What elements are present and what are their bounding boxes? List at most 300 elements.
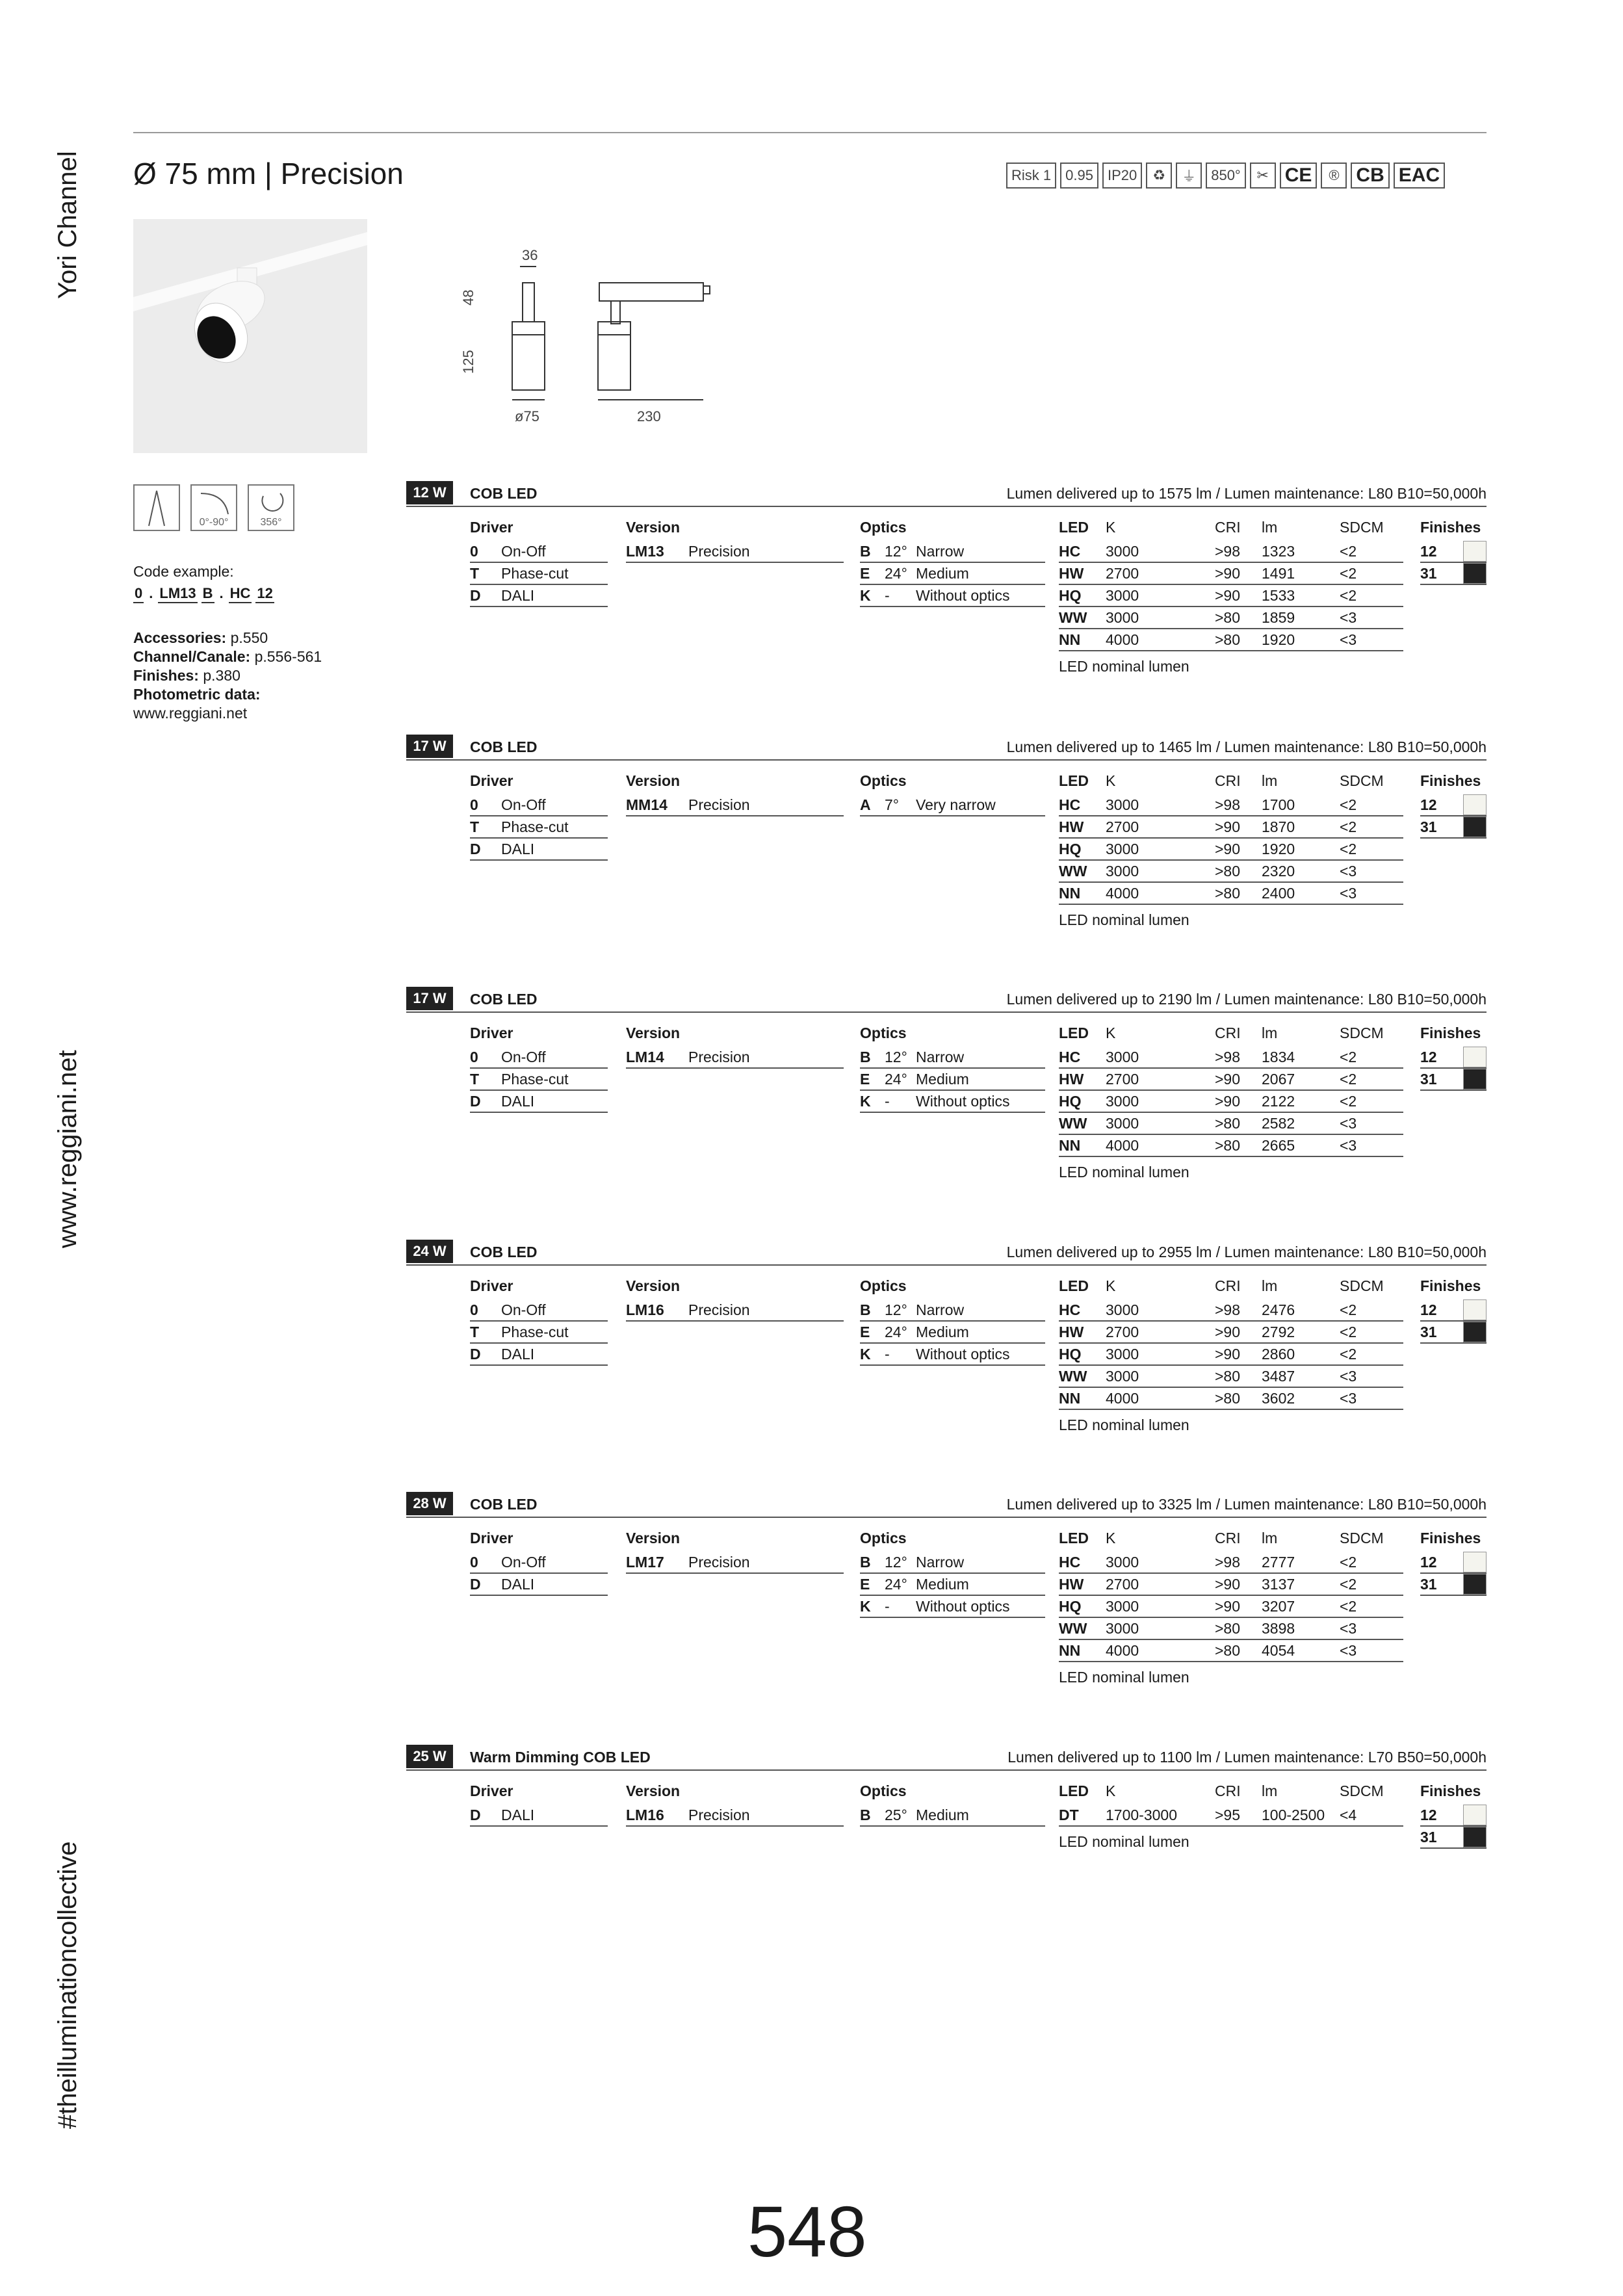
led-cell: 3000 bbox=[1106, 1092, 1139, 1110]
optics-row bbox=[860, 541, 1045, 563]
finish-swatch bbox=[1463, 1805, 1487, 1825]
led-col-header: LED bbox=[1059, 1277, 1089, 1294]
led-cell: 2122 bbox=[1262, 1092, 1295, 1110]
optics-code: B bbox=[860, 542, 871, 560]
driver-row bbox=[470, 1299, 608, 1322]
led-cell: 1834 bbox=[1262, 1048, 1295, 1065]
led-col-header: K bbox=[1106, 1277, 1116, 1294]
optics-code: B bbox=[860, 1553, 871, 1571]
driver-header: Driver bbox=[470, 1782, 513, 1799]
led-cell: 4000 bbox=[1106, 1641, 1139, 1659]
finishes-header: Finishes bbox=[1420, 1277, 1481, 1294]
led-header bbox=[1059, 772, 1403, 794]
driver-row bbox=[470, 839, 608, 861]
optics-code: E bbox=[860, 1323, 870, 1340]
led-row bbox=[1059, 1344, 1403, 1366]
led-col-header: lm bbox=[1262, 1024, 1278, 1041]
driver-header: Driver bbox=[470, 1530, 513, 1546]
led-cell: 3898 bbox=[1262, 1619, 1295, 1637]
driver-row bbox=[470, 1552, 608, 1574]
version-row bbox=[626, 1047, 844, 1069]
led-table bbox=[1059, 1782, 1403, 1851]
led-col-header: CRI bbox=[1215, 1024, 1241, 1041]
product-type: COB LED bbox=[470, 991, 538, 1008]
led-col-header: LED bbox=[1059, 1024, 1089, 1041]
driver-row bbox=[470, 1805, 608, 1827]
led-cell: HC bbox=[1059, 1048, 1081, 1065]
led-row bbox=[1059, 541, 1403, 563]
finishes-header: Finishes bbox=[1420, 519, 1481, 536]
product-type: COB LED bbox=[470, 738, 538, 755]
finish-swatch bbox=[1463, 1827, 1487, 1847]
version-code: LM17 bbox=[626, 1553, 664, 1571]
optics-name: Narrow bbox=[916, 542, 965, 560]
product-block bbox=[406, 987, 1487, 1201]
product-block bbox=[406, 481, 1487, 696]
driver-code: D bbox=[470, 1345, 481, 1363]
led-cell: <2 bbox=[1340, 1553, 1357, 1571]
led-header bbox=[1059, 1024, 1403, 1047]
led-cell: 2665 bbox=[1262, 1136, 1295, 1154]
code-example bbox=[133, 585, 274, 603]
led-row bbox=[1059, 1047, 1403, 1069]
finishes-column bbox=[1420, 1782, 1487, 1849]
led-col-header: SDCM bbox=[1340, 1782, 1384, 1799]
led-table bbox=[1059, 1530, 1403, 1686]
version-name: Precision bbox=[688, 542, 750, 560]
optics-row bbox=[860, 1322, 1045, 1344]
led-nominal-note: LED nominal lumen bbox=[1059, 658, 1189, 675]
code-part: 12 bbox=[255, 585, 274, 603]
led-col-header: lm bbox=[1262, 1782, 1278, 1799]
finish-row bbox=[1420, 541, 1487, 563]
optics-name: Without optics bbox=[916, 1092, 1010, 1110]
led-col-header: LED bbox=[1059, 1530, 1089, 1546]
led-row bbox=[1059, 1366, 1403, 1388]
driver-column bbox=[470, 519, 608, 607]
led-cell: >90 bbox=[1215, 564, 1241, 582]
optics-name: Medium bbox=[916, 1575, 969, 1593]
optics-code: E bbox=[860, 564, 870, 582]
cert-badge: ✂ bbox=[1250, 163, 1276, 189]
led-cell: 3000 bbox=[1106, 1114, 1139, 1132]
driver-row bbox=[470, 1344, 608, 1366]
optics-name: Without optics bbox=[916, 586, 1010, 604]
led-col-header: LED bbox=[1059, 519, 1089, 536]
version-code: LM14 bbox=[626, 1048, 664, 1065]
led-cell: <2 bbox=[1340, 564, 1357, 582]
optics-code: B bbox=[860, 1806, 871, 1823]
led-cell: NN bbox=[1059, 1136, 1081, 1154]
product-photo bbox=[133, 219, 367, 453]
led-cell: <2 bbox=[1340, 1575, 1357, 1593]
driver-header: Driver bbox=[470, 519, 513, 536]
cert-badge: Risk 1 bbox=[1006, 163, 1056, 189]
version-row bbox=[626, 1805, 844, 1827]
driver-name: Phase-cut bbox=[501, 1323, 569, 1340]
led-cell: >90 bbox=[1215, 1345, 1241, 1363]
led-cell: HC bbox=[1059, 1553, 1081, 1571]
lumen-info: Lumen delivered up to 1575 lm / Lumen maintenance: L80 B10=50,000h bbox=[1006, 485, 1487, 502]
optics-name: Narrow bbox=[916, 1553, 965, 1571]
finish-code: 12 bbox=[1420, 1806, 1437, 1823]
led-cell: 3602 bbox=[1262, 1389, 1295, 1407]
led-cell: <2 bbox=[1340, 1345, 1357, 1363]
optics-code: K bbox=[860, 1092, 871, 1110]
version-column bbox=[626, 772, 844, 816]
led-cell: 1920 bbox=[1262, 631, 1295, 648]
code-part: 0 bbox=[133, 585, 144, 603]
led-row bbox=[1059, 1805, 1403, 1827]
optics-row bbox=[860, 585, 1045, 607]
driver-row bbox=[470, 563, 608, 585]
optics-column bbox=[860, 1024, 1045, 1113]
finish-code: 12 bbox=[1420, 1301, 1437, 1318]
finishes-column bbox=[1420, 1277, 1487, 1344]
optics-column bbox=[860, 519, 1045, 607]
version-code: LM13 bbox=[626, 542, 664, 560]
led-cell: 3000 bbox=[1106, 1048, 1139, 1065]
led-cell: >80 bbox=[1215, 1619, 1241, 1637]
finish-swatch bbox=[1463, 1552, 1487, 1572]
version-name: Precision bbox=[688, 1553, 750, 1571]
led-col-header: K bbox=[1106, 772, 1116, 789]
led-cell: NN bbox=[1059, 631, 1081, 648]
led-cell: <3 bbox=[1340, 1389, 1357, 1407]
led-col-header: K bbox=[1106, 1024, 1116, 1041]
led-cell: 2400 bbox=[1262, 884, 1295, 902]
led-cell: >80 bbox=[1215, 1136, 1241, 1154]
optics-code: B bbox=[860, 1048, 871, 1065]
driver-name: On-Off bbox=[501, 796, 546, 813]
led-col-header: K bbox=[1106, 519, 1116, 536]
optics-header: Optics bbox=[860, 1277, 907, 1294]
driver-row bbox=[470, 1322, 608, 1344]
driver-name: DALI bbox=[501, 1575, 535, 1593]
led-cell: 3000 bbox=[1106, 608, 1139, 626]
optics-column bbox=[860, 1782, 1045, 1827]
led-row bbox=[1059, 883, 1403, 905]
led-cell: <2 bbox=[1340, 1323, 1357, 1340]
cert-badge: ® bbox=[1321, 163, 1347, 189]
led-cell: <3 bbox=[1340, 1136, 1357, 1154]
optics-column bbox=[860, 1277, 1045, 1366]
optics-code: E bbox=[860, 1575, 870, 1593]
led-cell: 1491 bbox=[1262, 564, 1295, 582]
led-cell: 3137 bbox=[1262, 1575, 1295, 1593]
version-header: Version bbox=[626, 1782, 681, 1799]
led-col-header: SDCM bbox=[1340, 772, 1384, 789]
led-cell: 3000 bbox=[1106, 542, 1139, 560]
code-example-label: Code example: bbox=[133, 563, 234, 580]
optics-row bbox=[860, 563, 1045, 585]
finish-swatch bbox=[1463, 563, 1487, 584]
optics-row bbox=[860, 1069, 1045, 1091]
optics-code: K bbox=[860, 1597, 871, 1615]
optics-angle: 7° bbox=[885, 796, 899, 813]
driver-row bbox=[470, 1574, 608, 1596]
wattage-badge: 12 W bbox=[406, 481, 453, 504]
feature-icons bbox=[133, 484, 294, 531]
finish-row bbox=[1420, 1322, 1487, 1344]
led-col-header: K bbox=[1106, 1530, 1116, 1546]
driver-code: 0 bbox=[470, 542, 478, 560]
led-cell: NN bbox=[1059, 1641, 1081, 1659]
led-cell: 3000 bbox=[1106, 1597, 1139, 1615]
driver-code: T bbox=[470, 818, 480, 835]
header-rule bbox=[406, 1769, 1487, 1771]
optics-header: Optics bbox=[860, 1530, 907, 1546]
version-header: Version bbox=[626, 1530, 681, 1546]
led-cell: <3 bbox=[1340, 1619, 1357, 1637]
led-cell: 3000 bbox=[1106, 586, 1139, 604]
led-cell: HC bbox=[1059, 542, 1081, 560]
optics-column bbox=[860, 772, 1045, 816]
optics-name: Medium bbox=[916, 1323, 969, 1340]
version-row bbox=[626, 794, 844, 816]
led-table bbox=[1059, 1024, 1403, 1181]
version-name: Precision bbox=[688, 1806, 750, 1823]
version-row bbox=[626, 1552, 844, 1574]
finishes-column bbox=[1420, 1530, 1487, 1596]
led-cell: HQ bbox=[1059, 1092, 1082, 1110]
led-col-header: CRI bbox=[1215, 772, 1241, 789]
optics-row bbox=[860, 794, 1045, 816]
led-cell: 2777 bbox=[1262, 1553, 1295, 1571]
version-code: LM16 bbox=[626, 1806, 664, 1823]
driver-name: DALI bbox=[501, 1806, 535, 1823]
version-column bbox=[626, 519, 844, 563]
optics-header: Optics bbox=[860, 1024, 907, 1041]
finish-row bbox=[1420, 816, 1487, 839]
optics-row bbox=[860, 1299, 1045, 1322]
led-cell: <2 bbox=[1340, 796, 1357, 813]
led-cell: <3 bbox=[1340, 608, 1357, 626]
led-cell: 3000 bbox=[1106, 1345, 1139, 1363]
lumen-info: Lumen delivered up to 1100 lm / Lumen maintenance: L70 B50=50,000h bbox=[1007, 1749, 1487, 1766]
lumen-info: Lumen delivered up to 2190 lm / Lumen maintenance: L80 B10=50,000h bbox=[1006, 991, 1487, 1008]
optics-angle: - bbox=[885, 1092, 890, 1110]
optics-name: Without optics bbox=[916, 1597, 1010, 1615]
side-family-label: Yori Channel bbox=[53, 151, 82, 299]
cert-badge: CB bbox=[1351, 163, 1389, 189]
version-header: Version bbox=[626, 772, 681, 789]
version-code: LM16 bbox=[626, 1301, 664, 1318]
driver-header: Driver bbox=[470, 772, 513, 789]
optics-angle: 25° bbox=[885, 1806, 907, 1823]
optics-angle: 24° bbox=[885, 1070, 907, 1088]
driver-row bbox=[470, 794, 608, 816]
led-col-header: CRI bbox=[1215, 1782, 1241, 1799]
led-row bbox=[1059, 629, 1403, 651]
optics-angle: - bbox=[885, 1345, 890, 1363]
led-row bbox=[1059, 1596, 1403, 1618]
led-cell: 3207 bbox=[1262, 1597, 1295, 1615]
optics-row bbox=[860, 1552, 1045, 1574]
cert-badge: 850° bbox=[1206, 163, 1246, 189]
led-nominal-note: LED nominal lumen bbox=[1059, 1833, 1189, 1850]
driver-code: 0 bbox=[470, 1048, 478, 1065]
finish-code: 31 bbox=[1420, 1070, 1437, 1088]
driver-code: D bbox=[470, 1092, 481, 1110]
rotate-icon: 356° bbox=[248, 484, 294, 531]
optics-name: Medium bbox=[916, 1070, 969, 1088]
top-rule bbox=[133, 132, 1487, 133]
led-cell: 4000 bbox=[1106, 1136, 1139, 1154]
led-cell: <3 bbox=[1340, 862, 1357, 880]
driver-row bbox=[470, 816, 608, 839]
led-col-header: K bbox=[1106, 1782, 1116, 1799]
driver-code: T bbox=[470, 564, 480, 582]
led-col-header: lm bbox=[1262, 772, 1278, 789]
finish-row bbox=[1420, 1552, 1487, 1574]
code-part: . bbox=[149, 585, 153, 601]
led-cell: >98 bbox=[1215, 796, 1241, 813]
finish-row bbox=[1420, 1047, 1487, 1069]
led-header bbox=[1059, 519, 1403, 541]
finish-code: 31 bbox=[1420, 1323, 1437, 1340]
optics-header: Optics bbox=[860, 1782, 907, 1799]
product-type: COB LED bbox=[470, 485, 538, 502]
optics-angle: 12° bbox=[885, 1553, 907, 1571]
finish-code: 12 bbox=[1420, 542, 1437, 560]
finishes-column bbox=[1420, 1024, 1487, 1091]
product-block bbox=[406, 1745, 1487, 1959]
optics-angle: 12° bbox=[885, 1301, 907, 1318]
led-cell: DT bbox=[1059, 1806, 1079, 1823]
led-cell: >90 bbox=[1215, 1070, 1241, 1088]
led-cell: WW bbox=[1059, 1114, 1087, 1132]
optics-angle: 12° bbox=[885, 1048, 907, 1065]
driver-code: D bbox=[470, 1575, 481, 1593]
driver-name: Phase-cut bbox=[501, 1070, 569, 1088]
led-cell: <3 bbox=[1340, 1641, 1357, 1659]
optics-angle: 24° bbox=[885, 1323, 907, 1340]
version-header: Version bbox=[626, 1024, 681, 1041]
led-col-header: lm bbox=[1262, 1530, 1278, 1546]
led-cell: HC bbox=[1059, 1301, 1081, 1318]
driver-column bbox=[470, 1024, 608, 1113]
header-rule bbox=[406, 1517, 1487, 1518]
led-row bbox=[1059, 1091, 1403, 1113]
certification-icons bbox=[1006, 163, 1445, 189]
finish-swatch bbox=[1463, 1574, 1487, 1595]
page-title: Ø 75 mm | Precision bbox=[133, 157, 404, 190]
optics-angle: 24° bbox=[885, 1575, 907, 1593]
finish-code: 12 bbox=[1420, 1048, 1437, 1065]
optics-row bbox=[860, 1047, 1045, 1069]
optics-row bbox=[860, 1574, 1045, 1596]
finishes-header: Finishes bbox=[1420, 1024, 1481, 1041]
technical-drawing bbox=[455, 244, 728, 436]
led-cell: 3487 bbox=[1262, 1367, 1295, 1385]
product-block bbox=[406, 1492, 1487, 1706]
optics-code: E bbox=[860, 1070, 870, 1088]
led-cell: <3 bbox=[1340, 1367, 1357, 1385]
led-nominal-note: LED nominal lumen bbox=[1059, 1416, 1189, 1433]
finish-row bbox=[1420, 1574, 1487, 1596]
led-row bbox=[1059, 1640, 1403, 1662]
optics-name: Narrow bbox=[916, 1048, 965, 1065]
optics-name: Medium bbox=[916, 564, 969, 582]
dim-h1: 48 bbox=[460, 289, 476, 306]
led-cell: >90 bbox=[1215, 586, 1241, 604]
optics-name: Very narrow bbox=[916, 796, 996, 813]
finishes-column bbox=[1420, 519, 1487, 585]
wattage-badge: 17 W bbox=[406, 735, 453, 758]
led-cell: HW bbox=[1059, 564, 1084, 582]
finish-row bbox=[1420, 1827, 1487, 1849]
led-cell: <4 bbox=[1340, 1806, 1357, 1823]
header-rule bbox=[406, 1264, 1487, 1266]
wattage-badge: 24 W bbox=[406, 1240, 453, 1263]
led-cell: HC bbox=[1059, 796, 1081, 813]
led-cell: HW bbox=[1059, 818, 1084, 835]
led-cell: >95 bbox=[1215, 1806, 1241, 1823]
driver-code: 0 bbox=[470, 1301, 478, 1318]
driver-name: DALI bbox=[501, 586, 535, 604]
led-cell: HQ bbox=[1059, 1597, 1082, 1615]
dim-h2: 125 bbox=[460, 350, 476, 374]
led-cell: >80 bbox=[1215, 862, 1241, 880]
led-row bbox=[1059, 1574, 1403, 1596]
finish-code: 31 bbox=[1420, 1575, 1437, 1593]
page-number: 548 bbox=[747, 2192, 867, 2272]
driver-code: D bbox=[470, 586, 481, 604]
led-cell: 3000 bbox=[1106, 796, 1139, 813]
driver-name: Phase-cut bbox=[501, 564, 569, 582]
led-cell: NN bbox=[1059, 1389, 1081, 1407]
version-name: Precision bbox=[688, 1048, 750, 1065]
version-row bbox=[626, 1299, 844, 1322]
driver-row bbox=[470, 1047, 608, 1069]
finish-code: 31 bbox=[1420, 564, 1437, 582]
version-header: Version bbox=[626, 519, 681, 536]
product-type: Warm Dimming COB LED bbox=[470, 1749, 651, 1766]
sidebar-refs: Accessories: p.550 Channel/Canale: p.556-561 Finishes: p.380 Photometric data: www.reggiani.net bbox=[133, 629, 322, 722]
led-cell: <2 bbox=[1340, 542, 1357, 560]
led-cell: >80 bbox=[1215, 884, 1241, 902]
led-cell: 1700-3000 bbox=[1106, 1806, 1177, 1823]
led-cell: 4000 bbox=[1106, 884, 1139, 902]
optics-name: Medium bbox=[916, 1806, 969, 1823]
finish-row bbox=[1420, 563, 1487, 585]
led-cell: <2 bbox=[1340, 586, 1357, 604]
led-cell: <2 bbox=[1340, 1597, 1357, 1615]
driver-row bbox=[470, 1091, 608, 1113]
driver-name: DALI bbox=[501, 1092, 535, 1110]
led-row bbox=[1059, 1552, 1403, 1574]
finish-row bbox=[1420, 1299, 1487, 1322]
finish-swatch bbox=[1463, 1299, 1487, 1320]
driver-code: T bbox=[470, 1323, 480, 1340]
led-col-header: lm bbox=[1262, 519, 1278, 536]
version-name: Precision bbox=[688, 1301, 750, 1318]
led-cell: WW bbox=[1059, 1367, 1087, 1385]
dim-diam: ø75 bbox=[515, 408, 539, 424]
led-cell: 4054 bbox=[1262, 1641, 1295, 1659]
led-cell: WW bbox=[1059, 608, 1087, 626]
driver-row bbox=[470, 1069, 608, 1091]
dim-width: 36 bbox=[522, 247, 538, 263]
led-cell: 2476 bbox=[1262, 1301, 1295, 1318]
led-cell: <2 bbox=[1340, 840, 1357, 857]
optics-column bbox=[860, 1530, 1045, 1618]
finishes-header: Finishes bbox=[1420, 1782, 1481, 1799]
led-cell: <3 bbox=[1340, 1114, 1357, 1132]
led-cell: HW bbox=[1059, 1575, 1084, 1593]
cert-badge: ⏚ bbox=[1176, 163, 1202, 189]
